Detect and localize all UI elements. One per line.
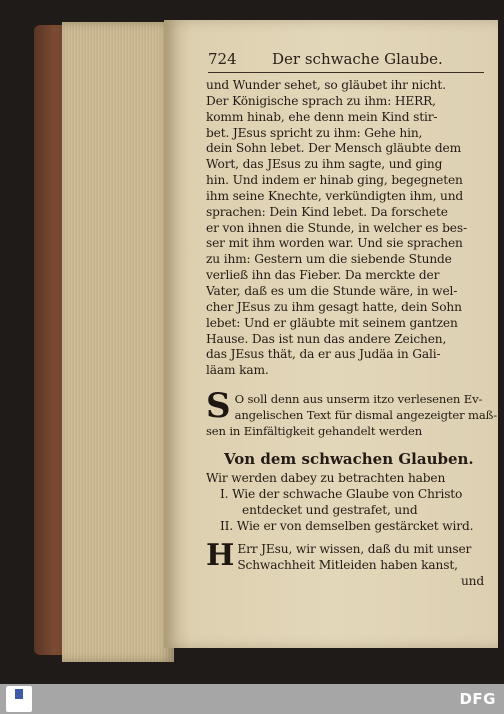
drop-cap: S: [206, 386, 231, 427]
outline-lead: Wir werden dabey zu betrachten haben: [206, 471, 446, 486]
page-edges: [62, 22, 174, 662]
viewer-footer: [0, 684, 504, 714]
text-line: Err JEsu, wir wissen, daß du mit unser: [237, 542, 472, 557]
text-line: bet. JEsus spricht zu ihm: Gehe hin,: [206, 125, 423, 140]
section-heading: Von dem schwachen Glauben.: [224, 450, 474, 469]
prayer-paragraph: [206, 538, 488, 590]
text-line: verließ ihn das Fieber. Da merckte der: [206, 268, 440, 283]
text-line: angelischen Text für dismal angezeigter maß-: [234, 408, 497, 423]
outline: [206, 471, 488, 534]
text-line: Hause. Das ist nun das andere Zeichen,: [206, 331, 447, 346]
page-text: [206, 78, 497, 590]
text-line: Vater, daß es um die Stunde wäre, in wel-: [206, 283, 458, 298]
text-line: komm hinab, ehe denn mein Kind stir-: [206, 109, 438, 124]
header-rule: [208, 72, 484, 73]
outline-item-1: I. Wie der schwache Glaube von Christo: [220, 486, 463, 501]
text-line: er von ihnen die Stunde, in welcher es bes-: [206, 220, 467, 235]
text-line: das JEsus thät, da er aus Judäa in Gali-: [206, 347, 441, 362]
page-header: [208, 50, 484, 72]
text-line: sprachen: Dein Kind lebet. Da forschete: [206, 204, 448, 219]
text-line: ihm seine Knechte, verkündigten ihm, und: [206, 188, 464, 203]
text-line: Schwachheit Mitleiden haben kanst,: [237, 558, 458, 573]
text-line: lebet: Und er gläubte mit seinem gantzen: [206, 315, 458, 330]
text-line: cher JEsus zu ihm gesagt hatte, dein Sohn: [206, 299, 462, 314]
text-line: sen in Einfältigkeit gehandelt werden: [206, 424, 423, 439]
outline-item-2: II. Wie er von demselben gestärcket wird.: [220, 518, 474, 533]
running-head: Der schwache Glaube.: [272, 50, 443, 68]
text-line: hin. Und indem er hinab ging, begegneten: [206, 173, 463, 188]
text-line: O soll denn aus unserm itzo verlesenen Ev-: [234, 392, 483, 407]
outline-item-1-cont: entdecket und gestrafet, und: [242, 502, 418, 517]
text-line: zu ihm: Gestern um die siebende Stunde: [206, 252, 452, 267]
text-line: dein Sohn lebet. Der Mensch gläubte dem: [206, 141, 462, 156]
text-line: und Wunder sehet, so gläubet ihr nicht.: [206, 78, 446, 92]
text-line: Wort, das JEsus zu ihm sagte, und ging: [206, 157, 443, 172]
dfg-logo[interactable]: DFG: [459, 690, 496, 708]
text-line: ser mit ihm worden war. Und sie sprachen: [206, 236, 463, 251]
library-logo-icon[interactable]: [6, 686, 32, 712]
page-number: 724: [208, 50, 237, 68]
catchword: und: [460, 574, 484, 589]
intro-paragraph: [206, 386, 497, 439]
scripture-block: [206, 78, 488, 379]
text-line: läam kam.: [206, 363, 269, 378]
text-line: Der Königische sprach zu ihm: HERR,: [206, 93, 436, 108]
drop-cap: H: [206, 538, 235, 574]
